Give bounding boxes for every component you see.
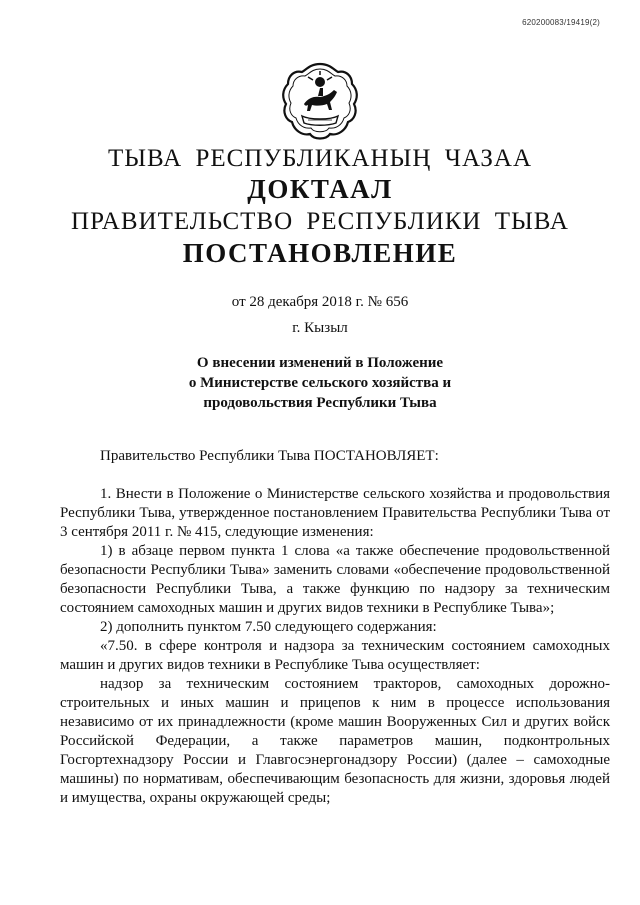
decree-date: от 28 декабря 2018 г. № 656	[231, 294, 409, 310]
preamble: Правительство Республики Тыва ПОСТАНОВЛЯЕТ:	[100, 448, 439, 464]
decree-city: г. Кызыл	[292, 320, 348, 336]
paragraph: 1) в абзаце первом пункта 1 слова «а также обеспечение продовольственной безопасности Республики Тыва» заменить словами «обеспечение продовольственной безопасности Республики Тыва, а также функцию по надзору за техническим состоянием самоходных машин и других видов техники в Республике Тыва»;	[60, 543, 610, 616]
decree-body	[60, 485, 610, 808]
paragraph: 2) дополнить пунктом 7.50 следующего содержания:	[100, 619, 437, 635]
paragraph: «7.50. в сфере контроля и надзора за техническим состоянием самоходных машин и других видов техники в Республике Тыва осуществляет:	[60, 638, 610, 673]
decree-title-line: продовольствия Республики Тыва	[203, 395, 437, 411]
document-code: 620200083/19419(2)	[522, 18, 600, 27]
header-russian-decree: ПОСТАНОВЛЕНИЕ	[182, 238, 458, 268]
decree-title-line: о Министерстве сельского хозяйства и	[188, 375, 452, 391]
paragraph: 1. Внести в Положение о Министерстве сельского хозяйства и продовольствия Республики Тыва, утвержденное постановлением Правительства Республики Тыва от 3 сентября 2011 г. № 415, следующие изменения:	[60, 486, 610, 540]
tuva-emblem-icon	[280, 60, 360, 142]
decree-title	[120, 353, 520, 413]
header-tuvan-decree: ДОКТААЛ	[247, 174, 393, 204]
header-tuvan-government: ТЫВА РЕСПУБЛИКАНЫҢ ЧАЗАА	[107, 145, 533, 172]
header-russian-government: ПРАВИТЕЛЬСТВО РЕСПУБЛИКИ ТЫВА	[71, 208, 569, 235]
paragraph: надзор за техническим состоянием тракторов, самоходных дорожно-строительных и иных машин и прицепов к ним в процессе использования независимо от их принадлежности (кроме машин Вооруженных Сил и других войск Российской Федерации, а также параметров машин, подконтрольных Госгортехнадзору России и Главгосэнергонадзору России) (далее – самоходные машины) по нормативам, обеспечивающим безопасность для жизни, здоровья людей и имущества, охраны окружающей среды;	[60, 676, 610, 806]
decree-title-line: О внесении изменений в Положение	[196, 355, 444, 371]
